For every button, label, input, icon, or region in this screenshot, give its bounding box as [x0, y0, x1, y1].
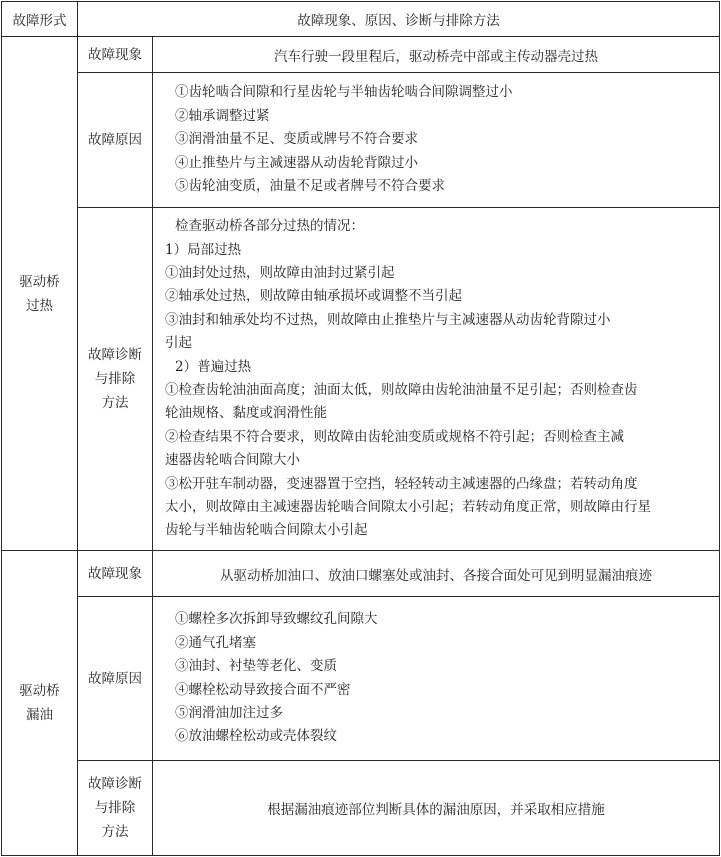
- diagnosis-label-line: 与排除: [94, 371, 136, 387]
- diagnosis-line: ①油封处过热，则故障由油封过紧引起: [165, 264, 395, 281]
- diagnosis-line: ①检查齿轮油油面高度；油面太低，则故障由齿轮油油量不足引起；否则检查齿: [165, 382, 638, 398]
- list-item: ①螺栓多次拆卸导致螺纹孔间隙大: [175, 611, 378, 628]
- diagnosis-label: [78, 208, 153, 551]
- diagnosis-line: 引起: [165, 335, 192, 352]
- category-line: 驱动桥: [19, 273, 60, 290]
- causes-list: [153, 73, 720, 208]
- table-row: [2, 37, 720, 73]
- causes-label: 故障原因: [78, 597, 153, 761]
- diagnosis-line: 2）普遍过热: [175, 358, 252, 375]
- fault-category: [2, 551, 78, 856]
- list-item: ④止推垫片与主减速器从动齿轮背隙过小: [175, 154, 418, 171]
- header-fault-type: 故障形式: [2, 2, 78, 37]
- causes-list: [153, 597, 720, 761]
- diagnosis-line: 齿轮与半轴齿轮啮合间隙太小引起: [165, 522, 368, 539]
- diagnosis-line: ②轴承处过热，则故障由轴承损坏或调整不当引起: [165, 288, 462, 305]
- table-row: [2, 597, 720, 761]
- list-item: ②轴承调整过紧: [175, 107, 270, 124]
- list-item: ③油封、衬垫等老化、变质: [175, 658, 337, 675]
- list-item: ③润滑油量不足、变质或牌号不符合要求: [175, 131, 418, 148]
- list-item: ⑤齿轮油变质，油量不足或者牌号不符合要求: [175, 178, 445, 195]
- category-line: 过热: [26, 297, 53, 314]
- diagnosis-label-line: 方法: [101, 824, 129, 840]
- diagnosis-label-line: 方法: [101, 395, 129, 411]
- category-line: 驱动桥: [19, 683, 60, 699]
- phenomenon-label: 故障现象: [78, 37, 153, 73]
- category-line: 漏油: [26, 707, 53, 723]
- list-item: ②通气孔堵塞: [175, 634, 256, 651]
- diagnosis-text: [153, 208, 720, 551]
- diagnosis-line: 太小，则故障由主减速器齿轮啮合间隙太小引起；若转动角度正常，则故障由行星: [165, 499, 651, 516]
- phenomenon-label: 故障现象: [78, 551, 153, 597]
- diagnosis-line: 轮油规格、黏度或润滑性能: [165, 405, 327, 422]
- diagnosis-label-line: 与排除: [94, 800, 136, 816]
- list-item: ④螺栓松动导致接合面不严密: [175, 681, 351, 698]
- phenomenon-text: 从驱动桥加油口、放油口螺塞处或油封、各接合面处可见到明显漏油痕迹: [153, 551, 720, 597]
- diagnosis-text: 根据漏油痕迹部位判断具体的漏油原因，并采取相应措施: [153, 761, 720, 856]
- table-row: [2, 551, 720, 597]
- diagnosis-label-line: 故障诊断: [88, 347, 142, 363]
- diagnosis-line: ②检查结果不符合要求，则故障由齿轮油变质或规格不符引起；否则检查主减: [165, 428, 624, 445]
- diagnosis-line: 速器齿轮啮合间隙大小: [165, 452, 300, 469]
- causes-label: 故障原因: [78, 73, 153, 208]
- fault-category: [2, 37, 78, 551]
- diagnosis-line: ③油封和轴承处均不过热，则故障由止推垫片与主减速器从动齿轮背隙过小: [165, 311, 611, 328]
- fault-table: [1, 1, 720, 856]
- phenomenon-text: 汽车行驶一段里程后，驱动桥壳中部或主传动器壳过热: [153, 37, 720, 73]
- header-row: [2, 2, 720, 37]
- header-description: 故障现象、原因、诊断与排除方法: [78, 2, 720, 37]
- table-row: [2, 761, 720, 856]
- list-item: ⑤润滑油加注过多: [175, 704, 283, 721]
- diagnosis-line: ③松开驻车制动器，变速器置于空挡，轻轻转动主减速器的凸缘盘；若转动角度: [165, 475, 638, 492]
- table-row: [2, 208, 720, 551]
- diagnosis-line: 检查驱动桥各部分过热的情况：: [175, 218, 364, 235]
- diagnosis-line: 1）局部过热: [165, 241, 242, 258]
- list-item: ⑥放油螺栓松动或壳体裂纹: [175, 728, 337, 745]
- diagnosis-label: [78, 761, 153, 856]
- diagnosis-label-line: 故障诊断: [88, 776, 142, 792]
- list-item: ①齿轮啮合间隙和行星齿轮与半轴齿轮啮合间隙调整过小: [175, 84, 513, 101]
- table-row: [2, 73, 720, 208]
